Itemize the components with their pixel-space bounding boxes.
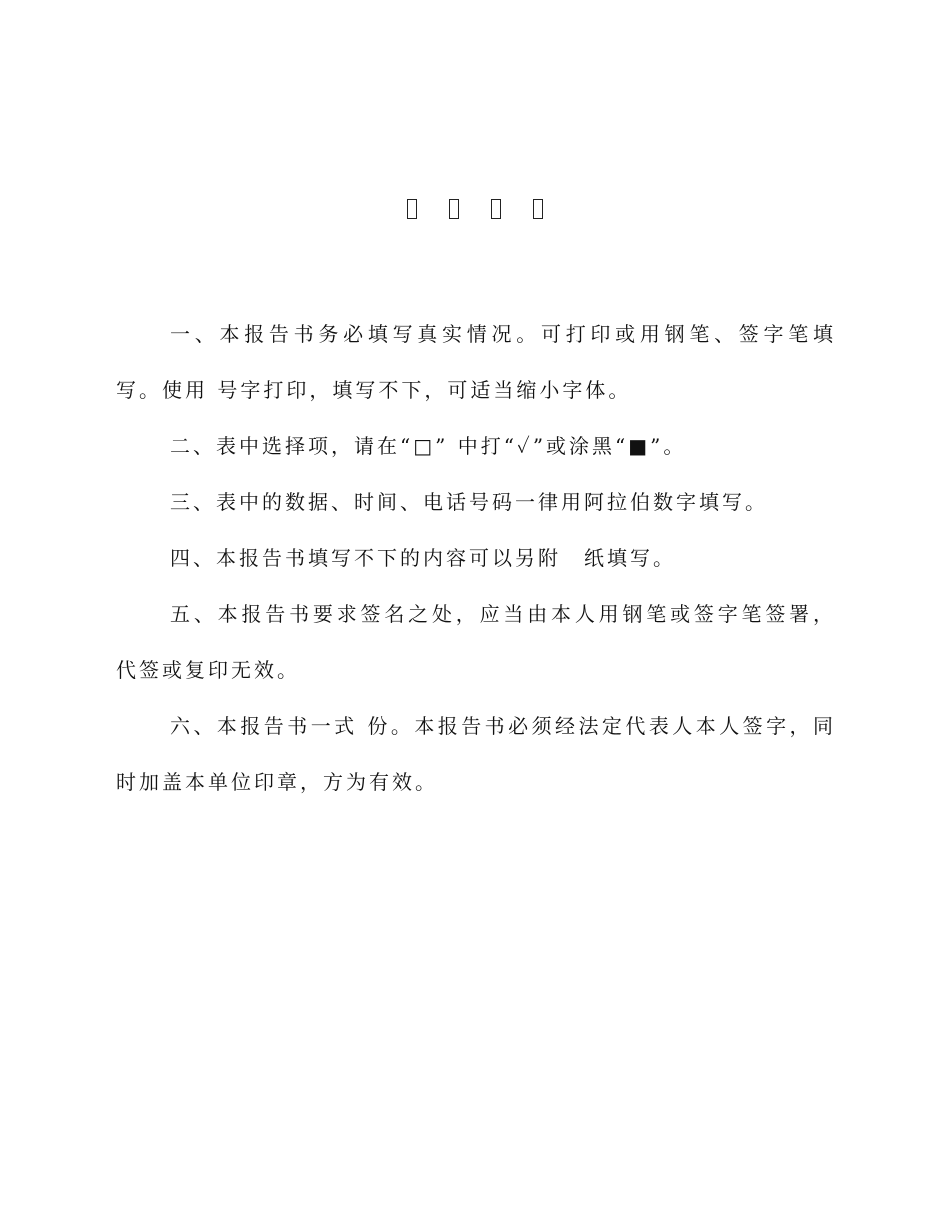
title-missing-glyph-3: [491, 199, 501, 219]
page-title: [0, 192, 950, 222]
title-missing-glyph-2: [449, 199, 459, 219]
instruction-1: 一、本报告书务必填写真实情况。可打印或用钢笔、签字笔填写。使用 号字打印，填写不下，可适当缩小字体。: [116, 322, 836, 402]
instruction-2: 二、表中选择项，请在“□” 中打“✓”或涂黑“■”。: [170, 434, 687, 458]
instruction-4: 四、本报告书填写不下的内容可以另附 纸填写。: [170, 546, 676, 570]
instructions-list: [116, 306, 836, 810]
instruction-5: 五、本报告书要求签名之处，应当由本人用钢笔或签字笔签署，代签或复印无效。: [116, 602, 836, 682]
title-missing-glyph-4: [533, 199, 543, 219]
instruction-6: 六、本报告书一式 份。本报告书必须经法定代表人本人签字，同时加盖本单位印章，方为有效。: [116, 714, 836, 794]
instruction-3: 三、表中的数据、时间、电话号码一律用阿拉伯数字填写。: [170, 490, 768, 514]
title-missing-glyph-1: [407, 199, 417, 219]
